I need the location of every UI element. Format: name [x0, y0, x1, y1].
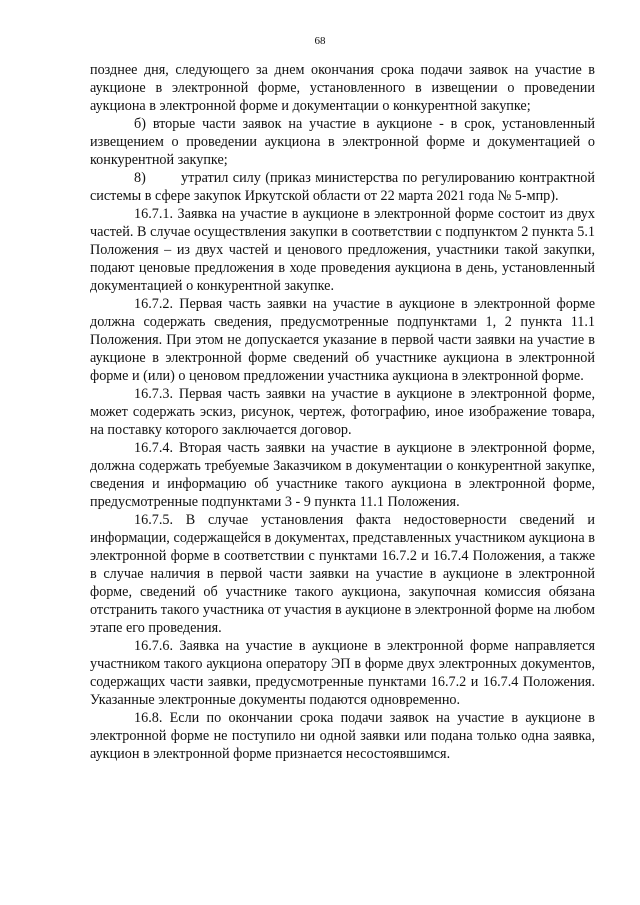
- paragraph: б) вторые части заявок на участие в аукционе - в срок, установленный извещением о проведении аукциона в электронной форме и документацией о конкурентной закупке;: [90, 116, 595, 168]
- paragraph: 16.7.1. Заявка на участие в аукционе в электронной форме состоит из двух частей. В случае осуществления закупки в соответствии с подпунктом 2 пункта 5.1 Положения – из двух частей и ценового предложения, участники такой закупки, подают ценовые предложения в ходе проведения аукциона в день, установленный документацией о конкурентной закупке.: [90, 206, 595, 294]
- document-body: [90, 61, 599, 763]
- paragraph: 16.7.5. В случае установления факта недостоверности сведений и информации, содержащейся в документах, представленных участником аукциона в электронной форме в соответствии с пунктами 16.7.2 и 16.7.4 Положения, а также в случае наличия в первой части заявки на участие в аукционе в электронной форме, сведений об участнике такого аукциона, закупочная комиссия обязана отстранить такого участника от участия в аукционе в электронной форме на любом этапе его проведения.: [90, 512, 595, 636]
- page-number: 68: [314, 35, 326, 47]
- paragraph: 16.7.4. Вторая часть заявки на участие в аукционе в электронной форме, должна содержать требуемые Заказчиком в документации о конкурентной закупке, сведения и информацию об участнике такого аукциона в электронной форме, предусмотренные подпунктами 3 - 9 пункта 11.1 Положения.: [90, 440, 595, 510]
- paragraph: позднее дня, следующего за днем окончания срока подачи заявок на участие в аукционе в электронной форме, установленного в извещении о проведении аукциона в электронной форме и документации о конкурентной закупке;: [90, 62, 595, 114]
- paragraph: 16.7.6. Заявка на участие в аукционе в электронной форме направляется участником такого аукциона оператору ЭП в форме двух электронных документов, содержащих части заявки, предусмотренные пунктами 16.7.2 и 16.7.4 Положения. Указанные электронные документы подаются одновременно.: [90, 638, 595, 708]
- paragraph: 16.7.3. Первая часть заявки на участие в аукционе в электронной форме, может содержать эскиз, рисунок, чертеж, фотографию, иное изображение товара, на поставку которого заключается договор.: [90, 386, 595, 438]
- paragraph: 16.8. Если по окончании срока подачи заявок на участие в аукционе в электронной форме не поступило ни одной заявки или подана только одна заявка, аукцион в электронной форме признается несостоявшимся.: [90, 710, 595, 762]
- paragraph: 8) утратил силу (приказ министерства по регулированию контрактной системы в сфере закупок Иркутской области от 22 марта 2021 года № 5-мпр).: [90, 170, 599, 204]
- paragraph: 16.7.2. Первая часть заявки на участие в аукционе в электронной форме должна содержать сведения, предусмотренные подпунктами 1, 2 пункта 11.1 Положения. При этом не допускается указание в первой части заявки на участие в аукционе в электронной форме сведений об участнике аукциона в электронной форме и (или) о ценовом предложении участника аукциона в электронной форме.: [90, 296, 595, 384]
